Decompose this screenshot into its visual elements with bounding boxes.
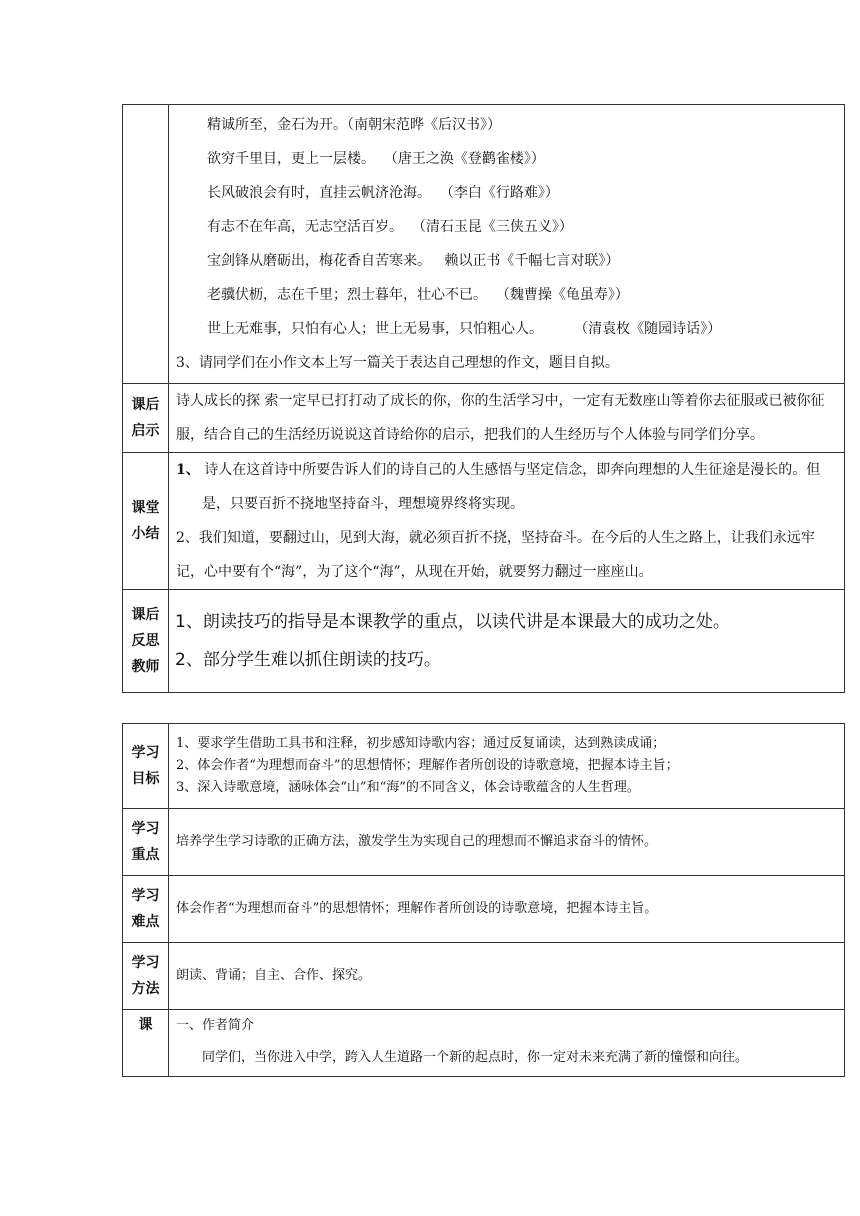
method-row	[123, 943, 845, 1010]
lesson-heading: 一、作者简介	[176, 1018, 255, 1033]
lesson-table-lower	[122, 723, 845, 1077]
quote-line: 宝剑锋从磨砺出，梅花香自苦寒来。 赖以正书《千幅七言对联》）	[207, 253, 620, 269]
goal-item: 2、体会作者“为理想而奋斗”的思想情怀；理解作者所创设的诗歌意境，把握本诗主旨；	[176, 758, 679, 773]
quote-line: 精诚所至，金石为开。（南朝宋范晔《后汉书》）	[207, 117, 501, 133]
reflection-row	[123, 590, 845, 693]
quote-line: 世上无难事，只怕有心人；世上无易事，只怕粗心人。 （清袁枚《随园诗话》）	[207, 321, 722, 337]
method-label: 学习 方法	[123, 943, 169, 1010]
inspiration-text: 诗人成长的探 索一定早已打打动了成长的你，你的生活学习中，一定有无数座山等着你去征服或已被你征服，结合自己的生活经历说说这首诗给你的启示，把我们的人生经历与个人体验与同学们分享。	[169, 384, 845, 453]
key-label: 学习 重点	[123, 809, 169, 876]
quote-line: 长风破浪会有时，直挂云帆济沧海。 （李白《行路难》）	[207, 185, 559, 201]
assignment-text: 3、请同学们在小作文本上写一篇关于表达自己理想的作文，题目自拟。	[176, 355, 619, 371]
quotes-label-cell	[123, 105, 169, 384]
quotes-cell	[169, 105, 845, 384]
quote-line: 有志不在年高，无志空活百岁。 （清石玉昆《三侠五义》）	[207, 219, 573, 235]
difficulty-row	[123, 876, 845, 943]
reflection-cell	[169, 590, 845, 693]
lesson-row	[123, 1010, 845, 1077]
goals-row	[123, 724, 845, 809]
quote-line: 欲穷千里目，更上一层楼。 （唐王之涣《登鹳雀楼》）	[207, 151, 545, 167]
quote-line: 老骥伏枥，志在千里；烈士暮年，壮心不已。 （魏曹操《龟虽寿》）	[207, 287, 629, 303]
reflection-label: 课后 反思 教师	[123, 590, 169, 693]
goals-label: 学习 目标	[123, 724, 169, 809]
goal-item: 3、深入诗歌意境，涵咏体会“山”和“海”的不同含义，体会诗歌蕴含的人生哲理。	[176, 780, 640, 795]
lesson-intro: 同学们，当你进入中学，跨入人生道路一个新的起点时，你一定对未来充满了新的憧憬和向往。	[202, 1050, 749, 1065]
difficulty-label: 学习 难点	[123, 876, 169, 943]
method-text: 朗读、背诵；自主、合作、探究。	[169, 943, 845, 1010]
quotes-row	[123, 105, 845, 384]
goal-item: 1、要求学生借助工具书和注释，初步感知诗歌内容；通过反复诵读，达到熟读成诵；	[176, 736, 666, 751]
key-row	[123, 809, 845, 876]
goals-cell	[169, 724, 845, 809]
lesson-cell	[169, 1010, 845, 1077]
inspiration-row	[123, 384, 845, 453]
reflection-item: 2、部分学生难以抓住朗读的技巧。	[175, 650, 441, 670]
lesson-label: 课	[123, 1010, 169, 1077]
summary-row	[123, 453, 845, 590]
summary-label: 课堂 小结	[123, 453, 169, 590]
key-text: 培养学生学习诗歌的正确方法，激发学生为实现自己的理想而不懈追求奋斗的情怀。	[169, 809, 845, 876]
reflection-item: 1、朗读技巧的指导是本课教学的重点，以读代讲是本课最大的成功之处。	[175, 612, 730, 632]
summary-point-2: 2、我们知道，要翻过山，见到大海，就必须百折不挠，坚持奋斗。在今后的人生之路上，让我们永远牢记，心中要有个“海”，为了这个“海”，从现在开始，就要努力翻过一座座山。	[176, 530, 815, 580]
summary-point-1: 1、 诗人在这首诗中所要告诉人们的诗自己的人生感悟与坚定信念，即奔向理想的人生征途是漫长的。但是，只要百折不挠地坚持奋斗，理想境界终将实现。	[176, 462, 821, 512]
summary-cell	[169, 453, 845, 590]
inspiration-label: 课后 启示	[123, 384, 169, 453]
difficulty-text: 体会作者“为理想而奋斗”的思想情怀；理解作者所创设的诗歌意境，把握本诗主旨。	[169, 876, 845, 943]
lesson-table-upper	[122, 104, 845, 693]
